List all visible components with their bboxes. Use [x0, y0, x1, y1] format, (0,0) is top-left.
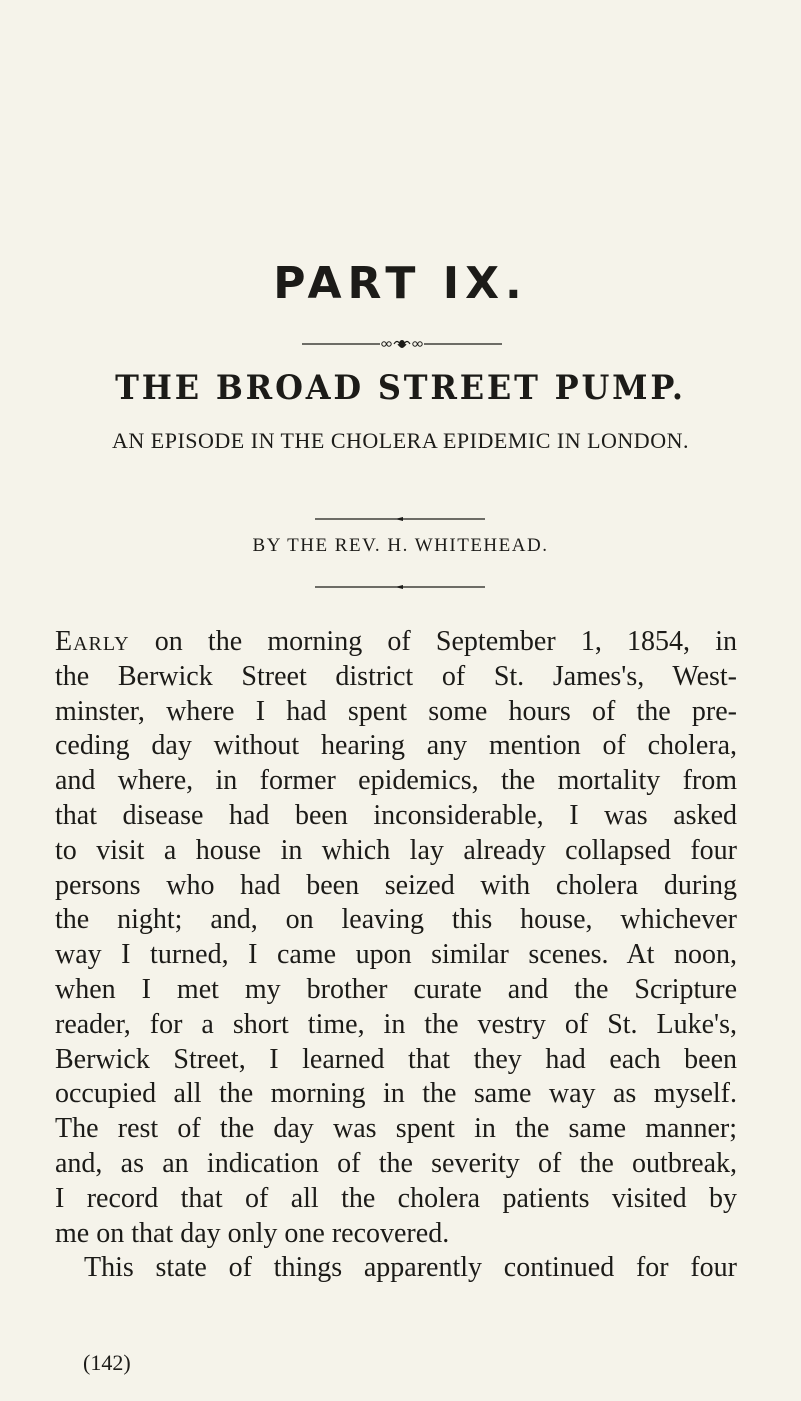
body-line: the night; and, on leaving this house, whichever — [55, 904, 737, 936]
page-number: (142) — [83, 1350, 131, 1375]
body-line: I record that of all the cholera patients visited by — [55, 1182, 737, 1214]
body-line: way I turned, I came upon similar scenes. At noon, — [55, 939, 737, 971]
body-line: The rest of the day was spent in the same manner; — [55, 1113, 737, 1145]
body-line: me on that day only one recovered. — [55, 1217, 450, 1249]
ornament-divider — [302, 338, 502, 350]
chapter-subtitle: AN EPISODE IN THE CHOLERA EPIDEMIC IN LONDON. — [112, 428, 689, 453]
opening-word: Early — [55, 626, 130, 657]
body-line: to visit a house in which lay already collapsed four — [55, 834, 737, 866]
rule-divider-bottom — [315, 583, 485, 591]
chapter-title: THE BROAD STREET PUMP. — [115, 368, 686, 408]
body-line: when I met my brother curate and the Scripture — [55, 973, 737, 1005]
body-line: that disease had been inconsiderable, I was asked — [55, 799, 737, 831]
body-line-1 — [55, 625, 737, 660]
body-paragraph — [55, 625, 737, 1286]
body-line-1-rest: on the morning of September 1, 1854, in — [129, 626, 737, 657]
body-line: and, as an indication of the severity of the outbreak, — [55, 1147, 737, 1179]
body-line: reader, for a short time, in the vestry of St. Luke's, — [55, 1008, 737, 1040]
body-line: ceding day without hearing any mention of cholera, — [55, 730, 737, 762]
rule-divider-top — [315, 515, 485, 523]
body-line: minster, where I had spent some hours of the pre- — [55, 695, 737, 727]
body-line: Berwick Street, I learned that they had each been — [55, 1043, 737, 1075]
body-line: occupied all the morning in the same way as myself. — [55, 1078, 737, 1110]
author-byline: BY THE REV. H. WHITEHEAD. — [252, 535, 549, 556]
body-line: and where, in former epidemics, the mortality from — [55, 765, 737, 797]
body-line-next-paragraph: This state of things apparently continued for four — [84, 1252, 737, 1284]
part-heading: PART IX. — [273, 258, 528, 309]
body-line: the Berwick Street district of St. James's, West- — [55, 660, 737, 692]
body-line: persons who had been seized with cholera during — [55, 869, 737, 901]
